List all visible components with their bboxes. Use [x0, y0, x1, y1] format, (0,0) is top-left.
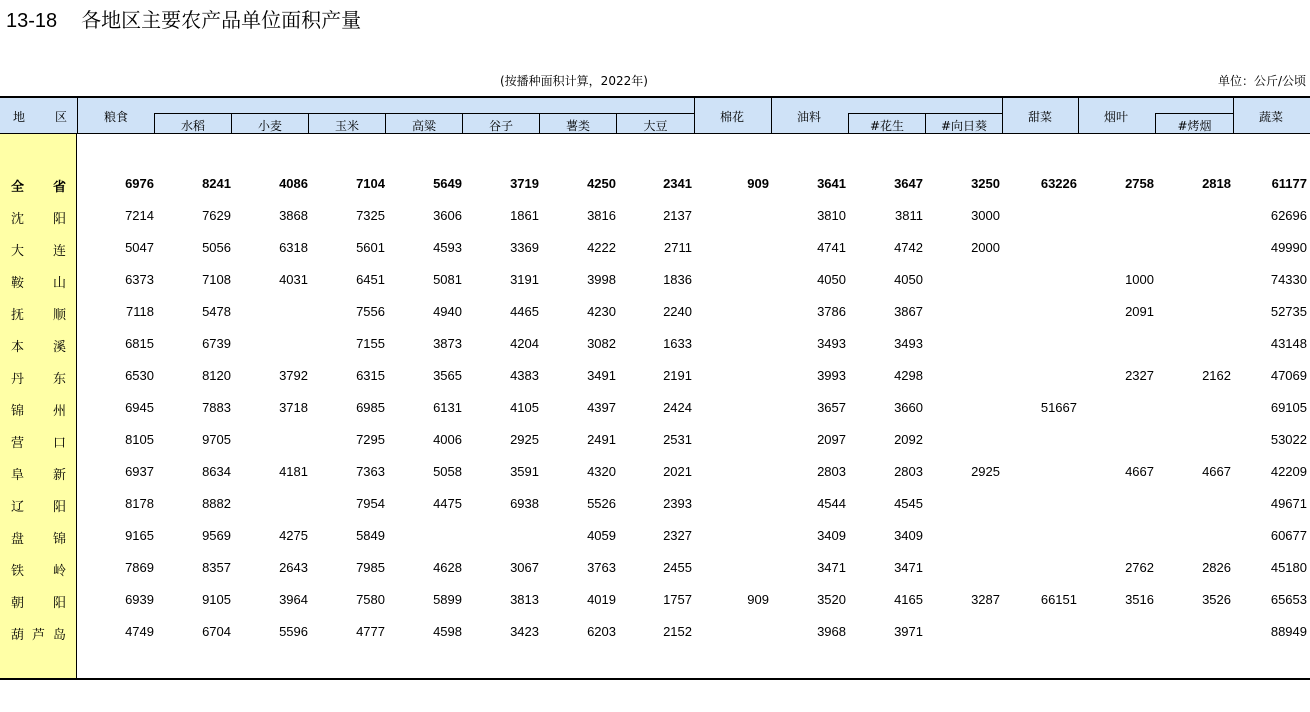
table-cell: 4465 [510, 304, 539, 319]
table-cell: 69105 [1270, 400, 1307, 415]
region-name [11, 336, 66, 355]
table-cell: 2762 [1125, 560, 1154, 575]
region-name [11, 496, 66, 515]
table-cell: 3493 [894, 336, 923, 351]
table-cell: 4749 [125, 624, 154, 639]
table-cell: 5596 [279, 624, 308, 639]
table-cell: 1757 [663, 592, 692, 607]
table-cell: 2818 [1202, 176, 1231, 191]
table-cell: 8105 [125, 432, 154, 447]
header-beet: 甜菜 [1028, 110, 1053, 124]
table-cell: 53022 [1270, 432, 1307, 447]
table-cell: 5058 [433, 464, 462, 479]
region-name [11, 240, 66, 259]
table-cell: 60677 [1270, 528, 1307, 543]
table-cell: 2643 [279, 560, 308, 575]
table-cell: 3067 [510, 560, 539, 575]
table-cell: 1836 [663, 272, 692, 287]
header-region-2: 区 [55, 110, 68, 124]
table-cell: 3998 [587, 272, 616, 287]
region-char: 锦 [52, 532, 66, 547]
table-cell: 3868 [279, 208, 308, 223]
table-cell: 8357 [202, 560, 231, 575]
table-cell: 3565 [433, 368, 462, 383]
table-cell: 3786 [817, 304, 846, 319]
table-cell: 4222 [587, 240, 616, 255]
table-cell: 3082 [587, 336, 616, 351]
region-char: 本 [11, 340, 25, 355]
region-name [11, 272, 66, 291]
tobacco-subheader-line [1155, 113, 1233, 114]
table-cell: 2803 [894, 464, 923, 479]
table-cell: 8882 [202, 496, 231, 511]
table-cell: 6938 [510, 496, 539, 511]
table-cell: 4275 [279, 528, 308, 543]
region-name [11, 304, 66, 323]
table-cell: 9165 [125, 528, 154, 543]
table-cell: 909 [747, 592, 769, 607]
region-char: 沈 [11, 212, 25, 227]
table-cell: 4059 [587, 528, 616, 543]
table-cell: 74330 [1270, 272, 1307, 287]
table-cell: 4006 [433, 432, 462, 447]
region-char: 岭 [52, 564, 66, 579]
table-note: (按播种面积计算，2022年) [500, 74, 648, 88]
table-cell: 6937 [125, 464, 154, 479]
table-cell: 3516 [1125, 592, 1154, 607]
table-row [0, 496, 1310, 516]
table-cell: 6704 [202, 624, 231, 639]
table-cell: 7104 [356, 176, 385, 191]
table-cell: 7629 [202, 208, 231, 223]
table-cell: 62696 [1270, 208, 1307, 223]
table-cell: 3792 [279, 368, 308, 383]
table-cell: 49990 [1270, 240, 1307, 255]
table-cell: 4545 [894, 496, 923, 511]
table-cell: 3660 [894, 400, 923, 415]
table-cell: 7883 [202, 400, 231, 415]
table-cell: 7155 [356, 336, 385, 351]
header-oil: 油料 [797, 110, 822, 124]
table-cell: 3423 [510, 624, 539, 639]
table-cell: 4628 [433, 560, 462, 575]
header-grain: 粮食 [104, 110, 129, 124]
table-row [0, 464, 1310, 484]
header-soybean: 大豆 [643, 119, 668, 133]
table-cell: 3520 [817, 592, 846, 607]
table-cell: 3647 [894, 176, 923, 191]
region-char: 省 [52, 180, 66, 195]
table-cell: 3287 [971, 592, 1000, 607]
table-cell: 2455 [663, 560, 692, 575]
table-cell: 8178 [125, 496, 154, 511]
region-name [11, 400, 66, 419]
table-cell: 4050 [894, 272, 923, 287]
table-cell: 6945 [125, 400, 154, 415]
table-cell: 2000 [971, 240, 1000, 255]
table-cell: 3718 [279, 400, 308, 415]
table-cell: 2021 [663, 464, 692, 479]
header-peanut: #花生 [869, 119, 905, 133]
region-name [11, 560, 66, 579]
region-char: 连 [52, 244, 66, 259]
table-row [0, 560, 1310, 580]
table-cell: 2097 [817, 432, 846, 447]
table-cell: 4086 [279, 176, 308, 191]
table-cell: 4105 [510, 400, 539, 415]
table-row [0, 368, 1310, 388]
region-char: 盘 [11, 532, 25, 547]
table-cell: 5047 [125, 240, 154, 255]
table-cell: 4475 [433, 496, 462, 511]
table-cell: 51667 [1040, 400, 1077, 415]
table-cell: 5649 [433, 176, 462, 191]
table-cell: 4593 [433, 240, 462, 255]
table-cell: 7363 [356, 464, 385, 479]
table-cell: 6203 [587, 624, 616, 639]
region-char: 朝 [11, 596, 25, 611]
table-cell: 9105 [202, 592, 231, 607]
table-cell: 63226 [1040, 176, 1077, 191]
table-cell: 7214 [125, 208, 154, 223]
header-millet: 谷子 [488, 119, 513, 133]
region-char: 山 [52, 276, 66, 291]
col-divider [771, 96, 772, 134]
table-cell: 6451 [356, 272, 385, 287]
col-divider [1002, 96, 1003, 134]
table-cell: 4320 [587, 464, 616, 479]
table-cell: 1000 [1125, 272, 1154, 287]
region-char: 鞍 [11, 276, 25, 291]
table-row [0, 624, 1310, 644]
table-cell: 2162 [1202, 368, 1231, 383]
header-flue-tobacco: #烤烟 [1177, 119, 1212, 133]
table-cell: 3813 [510, 592, 539, 607]
table-cell: 8120 [202, 368, 231, 383]
table-cell: 3409 [894, 528, 923, 543]
table-cell: 4230 [587, 304, 616, 319]
table-cell: 9705 [202, 432, 231, 447]
table-cell: 65653 [1270, 592, 1307, 607]
header-cotton: 棉花 [720, 110, 745, 124]
table-cell: 6318 [279, 240, 308, 255]
table-cell: 6815 [125, 336, 154, 351]
table-cell: 2191 [663, 368, 692, 383]
table-cell: 3873 [433, 336, 462, 351]
table-cell: 4667 [1125, 464, 1154, 479]
grain-subheader-line [154, 113, 694, 114]
region-name [11, 528, 66, 547]
region-name [11, 464, 66, 483]
table-cell: 2240 [663, 304, 692, 319]
table-cell: 47069 [1270, 368, 1307, 383]
region-name [11, 624, 66, 643]
table-cell: 3250 [971, 176, 1000, 191]
region-char: 丹 [11, 372, 25, 387]
table-cell: 3641 [817, 176, 846, 191]
table-cell: 2925 [510, 432, 539, 447]
region-char: 大 [11, 244, 25, 259]
table-cell: 3471 [817, 560, 846, 575]
table-cell: 5849 [356, 528, 385, 543]
region-char: 营 [11, 436, 25, 451]
table-cell: 6985 [356, 400, 385, 415]
table-cell: 2711 [664, 240, 692, 255]
table-cell: 3763 [587, 560, 616, 575]
table-cell: 4940 [433, 304, 462, 319]
header-tobacco: 烟叶 [1104, 110, 1129, 124]
table-cell: 5056 [202, 240, 231, 255]
table-row [0, 304, 1310, 324]
table-cell: 2091 [1125, 304, 1154, 319]
table-cell: 4298 [894, 368, 923, 383]
region-char: 全 [11, 180, 25, 195]
table-cell: 909 [747, 176, 769, 191]
table-cell: 6373 [125, 272, 154, 287]
header-rice: 水稻 [180, 119, 205, 133]
table-cell: 1861 [510, 208, 539, 223]
table-row [0, 208, 1310, 228]
col-divider [1078, 96, 1079, 134]
table-cell: 3971 [894, 624, 923, 639]
table-cell: 8241 [202, 176, 231, 191]
region-char: 东 [52, 372, 66, 387]
table-cell: 6530 [125, 368, 154, 383]
table-cell: 4742 [894, 240, 923, 255]
table-cell: 5081 [433, 272, 462, 287]
table-cell: 4741 [817, 240, 846, 255]
table-cell: 6739 [202, 336, 231, 351]
table-row [0, 432, 1310, 452]
table-cell: 4777 [356, 624, 385, 639]
table-cell: 3816 [587, 208, 616, 223]
col-divider [694, 96, 695, 134]
header-corn: 玉米 [334, 119, 359, 133]
table-cell: 42209 [1270, 464, 1307, 479]
table-cell: 7556 [356, 304, 385, 319]
table-cell: 3867 [894, 304, 923, 319]
table-cell: 3810 [817, 208, 846, 223]
table-cell: 49671 [1270, 496, 1307, 511]
header-region-1: 地 [13, 110, 26, 124]
table-cell: 2092 [894, 432, 923, 447]
table-row [0, 176, 1310, 196]
table-cell: 2137 [663, 208, 692, 223]
table-cell: 3471 [894, 560, 923, 575]
table-cell: 5899 [433, 592, 462, 607]
table-cell: 4667 [1202, 464, 1231, 479]
table-row [0, 400, 1310, 420]
table-cell: 45180 [1270, 560, 1307, 575]
table-cell: 4031 [279, 272, 308, 287]
table-cell: 2393 [663, 496, 692, 511]
col-divider [77, 96, 78, 134]
table-cell: 9569 [202, 528, 231, 543]
table-row [0, 272, 1310, 292]
table-cell: 3493 [817, 336, 846, 351]
region-char: 抚 [11, 308, 25, 323]
table-cell: 3000 [971, 208, 1000, 223]
table-cell: 3657 [817, 400, 846, 415]
table-cell: 66151 [1040, 592, 1077, 607]
table-cell: 7869 [125, 560, 154, 575]
region-char: 阜 [11, 468, 25, 483]
region-char: 阳 [52, 212, 66, 227]
region-name [11, 176, 66, 195]
table-cell: 4181 [279, 464, 308, 479]
table-cell: 52735 [1270, 304, 1307, 319]
region-char: 辽 [11, 500, 25, 515]
table-cell: 3719 [510, 176, 539, 191]
header-sorghum: 高粱 [411, 119, 436, 133]
region-name [11, 368, 66, 387]
table-cell: 3964 [279, 592, 308, 607]
table-cell: 5601 [356, 240, 385, 255]
table-cell: 4544 [817, 496, 846, 511]
table-cell: 3591 [510, 464, 539, 479]
table-cell: 6131 [433, 400, 462, 415]
table-cell: 3369 [510, 240, 539, 255]
table-cell: 2152 [663, 624, 692, 639]
table-row [0, 592, 1310, 612]
table-cell: 7580 [356, 592, 385, 607]
table-cell: 4165 [894, 592, 923, 607]
region-char: 阳 [52, 500, 66, 515]
table-cell: 3811 [895, 208, 923, 223]
table-cell: 4050 [817, 272, 846, 287]
table-cell: 7108 [202, 272, 231, 287]
table-cell: 7325 [356, 208, 385, 223]
region-char: 顺 [52, 308, 66, 323]
header-tubers: 薯类 [565, 119, 590, 133]
table-bottom-rule [0, 678, 1310, 680]
table-cell: 2424 [663, 400, 692, 415]
header-sunflower: #向日葵 [940, 119, 988, 133]
table-cell: 3491 [587, 368, 616, 383]
unit-label: 单位：公斤/公顷 [1217, 74, 1306, 88]
region-char: 芦 [31, 628, 45, 643]
region-char: 锦 [11, 404, 25, 419]
table-cell: 6939 [125, 592, 154, 607]
table-cell: 1633 [663, 336, 692, 351]
table-cell: 7985 [356, 560, 385, 575]
col-divider [1233, 96, 1234, 134]
table-cell: 3993 [817, 368, 846, 383]
table-row [0, 528, 1310, 548]
table-cell: 3526 [1202, 592, 1231, 607]
table-cell: 3606 [433, 208, 462, 223]
region-name [11, 432, 66, 451]
table-cell: 88949 [1270, 624, 1307, 639]
table-cell: 2491 [587, 432, 616, 447]
region-name [11, 592, 66, 611]
table-row [0, 240, 1310, 260]
table-cell: 2803 [817, 464, 846, 479]
table-cell: 2826 [1202, 560, 1231, 575]
table-cell: 61177 [1271, 176, 1307, 191]
table-cell: 2758 [1125, 176, 1154, 191]
table-cell: 2925 [971, 464, 1000, 479]
header-vegetables: 蔬菜 [1259, 110, 1284, 124]
table-title: 各地区主要农产品单位面积产量 [81, 8, 362, 32]
header-wheat: 小麦 [257, 119, 282, 133]
table-cell: 3968 [817, 624, 846, 639]
table-cell: 2531 [663, 432, 692, 447]
table-cell: 4204 [510, 336, 539, 351]
table-cell: 7295 [356, 432, 385, 447]
table-cell: 2327 [663, 528, 692, 543]
table-cell: 3409 [817, 528, 846, 543]
region-char: 州 [52, 404, 66, 419]
table-cell: 5526 [587, 496, 616, 511]
table-cell: 6976 [125, 176, 154, 191]
region-char: 溪 [52, 340, 66, 355]
region-char: 新 [52, 468, 66, 483]
region-char: 口 [52, 436, 66, 451]
region-char: 铁 [11, 564, 25, 579]
table-cell: 7118 [126, 304, 154, 319]
table-cell: 6315 [356, 368, 385, 383]
table-row [0, 336, 1310, 356]
region-char: 葫 [11, 628, 25, 643]
table-cell: 4598 [433, 624, 462, 639]
table-cell: 7954 [356, 496, 385, 511]
table-cell: 4383 [510, 368, 539, 383]
table-number: 13-18 [6, 10, 58, 32]
table-cell: 2327 [1125, 368, 1154, 383]
table-cell: 5478 [202, 304, 231, 319]
table-cell: 4397 [587, 400, 616, 415]
region-char: 阳 [52, 596, 66, 611]
table-cell: 43148 [1270, 336, 1307, 351]
table-cell: 4019 [587, 592, 616, 607]
region-name [11, 208, 66, 227]
table-cell: 8634 [202, 464, 231, 479]
page-title [6, 4, 361, 33]
table-cell: 4250 [587, 176, 616, 191]
table-cell: 2341 [663, 176, 692, 191]
table-cell: 3191 [510, 272, 539, 287]
region-char: 岛 [52, 628, 66, 643]
